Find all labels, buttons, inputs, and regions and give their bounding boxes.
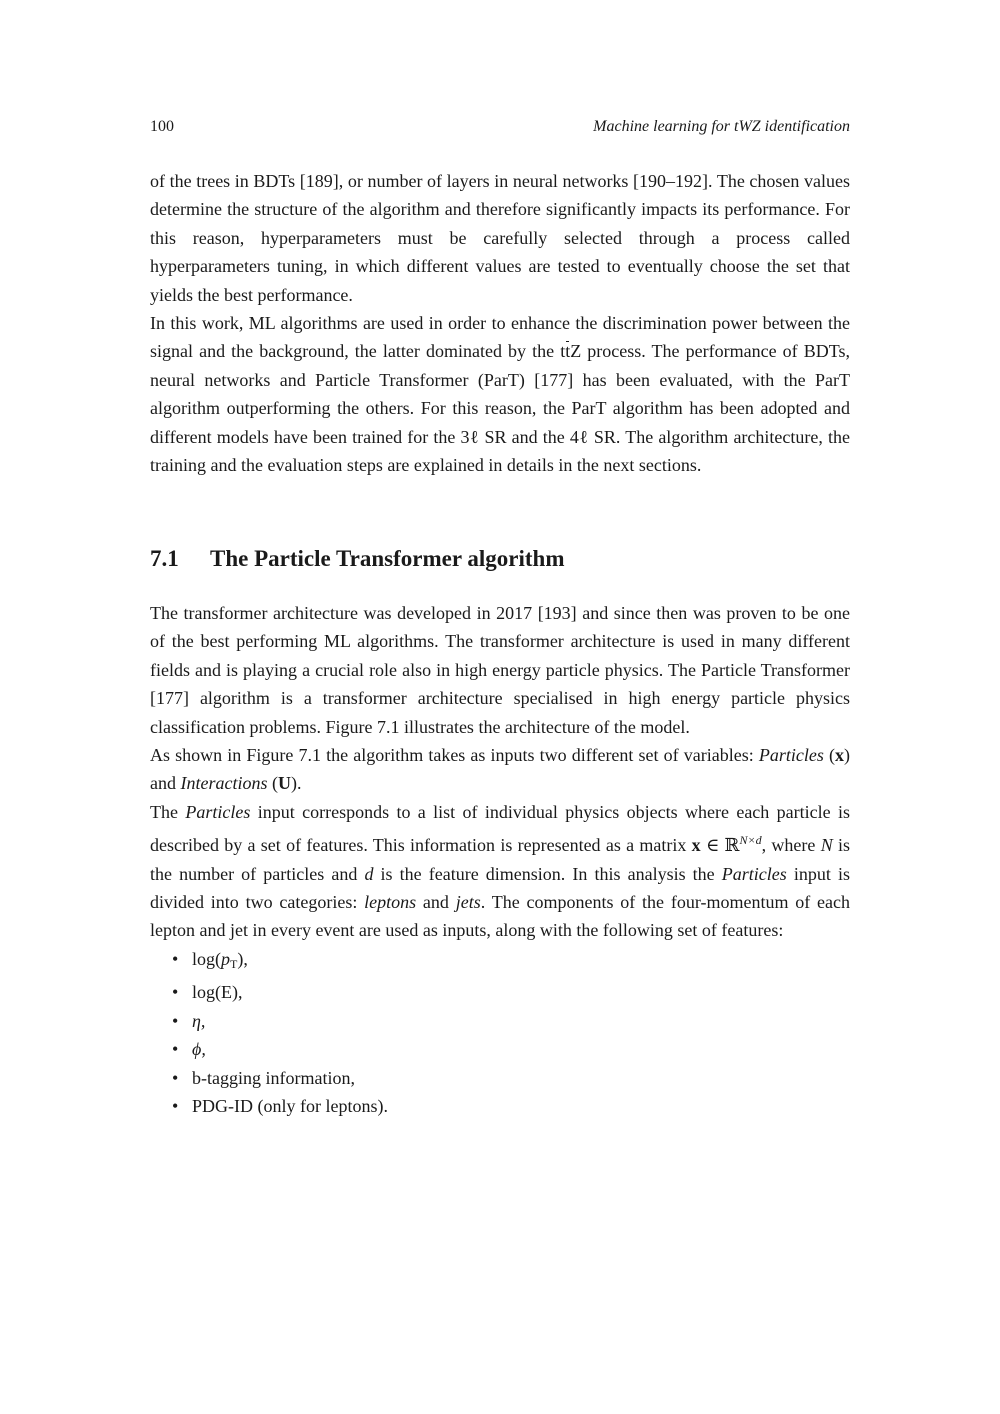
math-symbol: x — [835, 745, 844, 766]
list-item: • PDG-ID (only for leptons). — [150, 1092, 850, 1120]
math-symbol: p — [221, 948, 230, 969]
paragraph: of the trees in BDTs [189], or number of layers in neural networks [190–192]. The chosen values determine the structure of the algorithm and therefore significantly impacts its performance. For this reason, hyperparameters must be carefully selected through a process called hyperparameters tuning, in which different values are tested to eventually choose the set that yields the best performance. — [150, 171, 850, 305]
emphasis: Particles — [185, 801, 251, 822]
math-symbol: x — [691, 835, 701, 856]
bullet: • — [172, 948, 179, 969]
emphasis: jets — [455, 892, 481, 913]
paragraph: As shown in Figure 7.1 the algorithm takes as inputs two different set of variables: Particles (x) and Interactions (U). — [150, 745, 850, 794]
emphasis: Particles — [721, 863, 787, 884]
paragraph: In this work, ML algorithms are used in order to enhance the discrimination power between the signal and the background, the latter dominated by the ttZ process. The performance of BDTs, neural networks and Particle Transformer (ParT) [177] has been evaluated, with the ParT algorithm outperforming the others. For this reason, the ParT algorithm has been adopted and different models have been trained for the 3ℓ SR and the 4ℓ SR. The algorithm architecture, the training and the evaluation steps are explained in details in the next sections. — [150, 313, 850, 476]
list-item: • b-tagging information, — [150, 1064, 850, 1092]
math-symbol: U — [278, 773, 291, 794]
math-superscript: N×d — [739, 833, 762, 848]
section-heading — [150, 546, 565, 572]
section-title: The Particle Transformer algorithm — [210, 546, 565, 571]
paragraph: The transformer architecture was developed in 2017 [193] and since then was proven to be one of the best performing ML algorithms. The transformer architecture is used in many different fields and is playing a crucial role also in high energy particle physics. The Particle Transformer [177] algorithm is a transformer architecture specialised in high energy particle physics classification problems. Figure 7.1 illustrates the architecture of the model. — [150, 603, 850, 737]
bullet: • — [172, 1067, 179, 1088]
antitop-symbol: t — [565, 337, 570, 365]
bullet: • — [172, 1039, 179, 1060]
emphasis: Interactions — [180, 773, 268, 794]
emphasis: Particles — [758, 745, 824, 766]
math-symbol: d — [364, 863, 374, 884]
section-number: 7.1 — [150, 546, 179, 571]
page-header — [150, 118, 850, 142]
bullet: • — [172, 1010, 179, 1031]
bullet: • — [172, 1095, 179, 1116]
list-item: • η, — [150, 1007, 850, 1035]
running-title: Machine learning for tWZ identification — [593, 118, 850, 135]
paragraph: The Particles input corresponds to a list of individual physics objects where each particle is described by a set of features. This information is represented as a matrix x ∈ ℝ$^{N\times d}$, where N is the number of particles and d is the feature dimension. In this analysis the Particles input is divided into two categories: leptons and jets. The components of the four-momentum of each lepton and jet in every event are used as inputs, along with the following set of features: — [150, 801, 851, 941]
math-subscript: T — [230, 956, 238, 971]
page-number: 100 — [150, 118, 174, 135]
list-item: • $\log(p_T)$, — [150, 945, 850, 978]
list-item: • log(E), — [150, 978, 850, 1006]
math-symbol: N — [820, 835, 833, 856]
emphasis: leptons — [364, 892, 417, 913]
section-body — [150, 599, 850, 1120]
feature-list — [150, 945, 850, 1120]
intro-text — [150, 167, 850, 479]
list-item: • ϕ, — [150, 1035, 850, 1063]
bullet: • — [172, 982, 179, 1003]
